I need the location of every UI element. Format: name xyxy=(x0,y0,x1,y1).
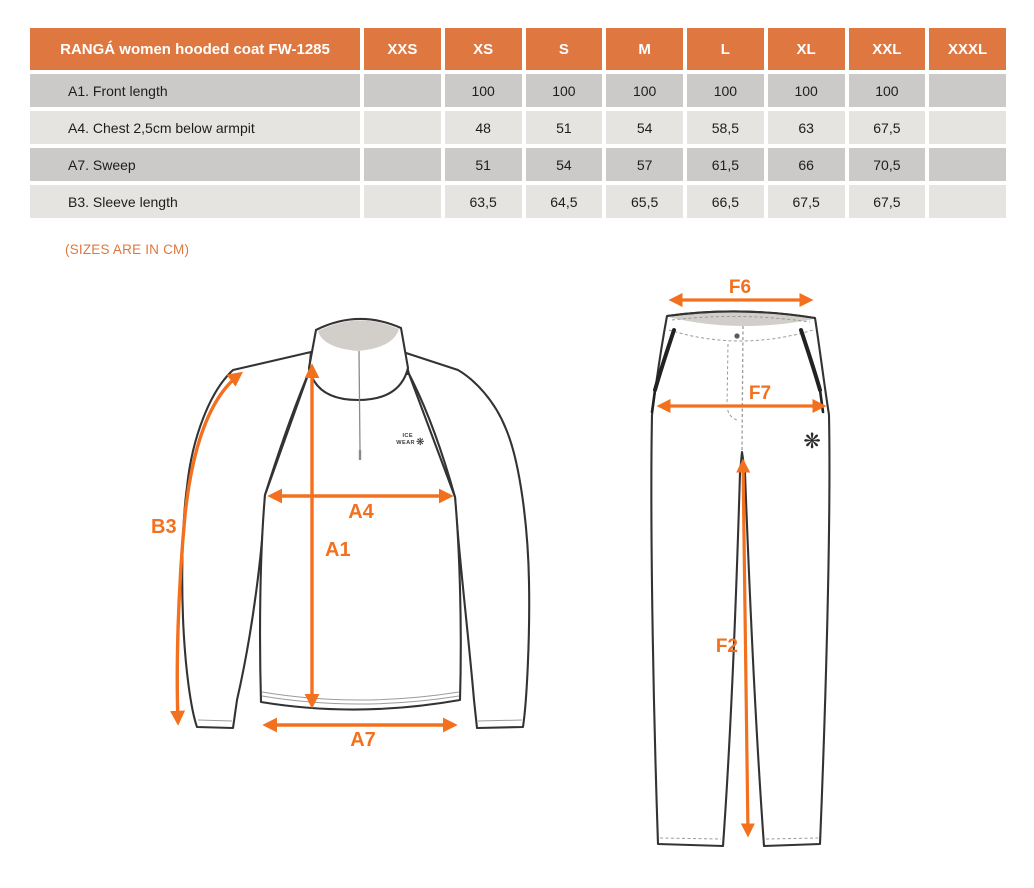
measurement-value: 57 xyxy=(606,148,683,181)
brand-logo-snowflake-icon: ❋ xyxy=(416,437,425,448)
measurement-value: 70,5 xyxy=(849,148,926,181)
table-row xyxy=(30,148,1006,181)
measurement-value xyxy=(364,185,441,218)
measurement-value: 48 xyxy=(445,111,522,144)
measurement-value xyxy=(929,185,1006,218)
measurement-value: 54 xyxy=(606,111,683,144)
size-column-header: S xyxy=(526,28,603,70)
measurement-value xyxy=(364,111,441,144)
size-table xyxy=(26,24,1010,222)
brand-logo-ice: ICE xyxy=(402,433,413,439)
brand-logo-wear: WEAR xyxy=(396,440,415,446)
f6-label: F6 xyxy=(728,278,752,298)
a7-label: A7 xyxy=(350,729,376,751)
size-column-header: L xyxy=(687,28,764,70)
size-column-header: M xyxy=(606,28,683,70)
size-column-header: XL xyxy=(768,28,845,70)
measurement-value: 100 xyxy=(445,74,522,107)
a1-label: A1 xyxy=(325,539,351,561)
size-column-header: XXXL xyxy=(929,28,1006,70)
size-column-header: XS xyxy=(445,28,522,70)
measurement-value: 67,5 xyxy=(768,185,845,218)
sizes-note: (SIZES ARE IN CM) xyxy=(65,242,190,257)
measurement-value: 100 xyxy=(768,74,845,107)
table-row xyxy=(30,74,1006,107)
measurement-value xyxy=(929,148,1006,181)
measurement-value: 61,5 xyxy=(687,148,764,181)
measurement-value xyxy=(929,111,1006,144)
measurement-value: 67,5 xyxy=(849,111,926,144)
measurement-label: A7. Sweep xyxy=(30,148,360,181)
measurement-label: A4. Chest 2,5cm below armpit xyxy=(30,111,360,144)
measurement-value xyxy=(364,148,441,181)
a4-label: A4 xyxy=(348,501,374,523)
measurement-value: 100 xyxy=(526,74,603,107)
measurement-value: 100 xyxy=(606,74,683,107)
measurement-value: 63,5 xyxy=(445,185,522,218)
size-table-header xyxy=(30,28,1006,70)
measurement-value: 67,5 xyxy=(849,185,926,218)
size-column-header: XXL xyxy=(849,28,926,70)
pants-snowflake-icon: ❋ xyxy=(803,429,821,453)
table-row xyxy=(30,111,1006,144)
measurement-value: 65,5 xyxy=(606,185,683,218)
measurement-value: 100 xyxy=(687,74,764,107)
measurement-value: 64,5 xyxy=(526,185,603,218)
measurement-value: 54 xyxy=(526,148,603,181)
measurement-label: A1. Front length xyxy=(30,74,360,107)
measurement-value: 58,5 xyxy=(687,111,764,144)
table-row xyxy=(30,185,1006,218)
measurement-value xyxy=(364,74,441,107)
sweater-diagram xyxy=(130,290,560,780)
measurement-value: 100 xyxy=(849,74,926,107)
measurement-value: 63 xyxy=(768,111,845,144)
measurement-value xyxy=(929,74,1006,107)
f2-label: F2 xyxy=(715,636,738,657)
table-title: RANGÁ women hooded coat FW-1285 xyxy=(30,28,360,70)
measurement-label: B3. Sleeve length xyxy=(30,185,360,218)
measurement-value: 66 xyxy=(768,148,845,181)
pants-outline xyxy=(651,311,829,846)
waist-button xyxy=(734,333,739,338)
measurement-value: 51 xyxy=(445,148,522,181)
measurement-value: 66,5 xyxy=(687,185,764,218)
size-column-header: XXS xyxy=(364,28,441,70)
f7-label: F7 xyxy=(748,383,772,404)
pants-diagram xyxy=(630,278,845,870)
measurement-value: 51 xyxy=(526,111,603,144)
b3-label: B3 xyxy=(151,516,177,538)
